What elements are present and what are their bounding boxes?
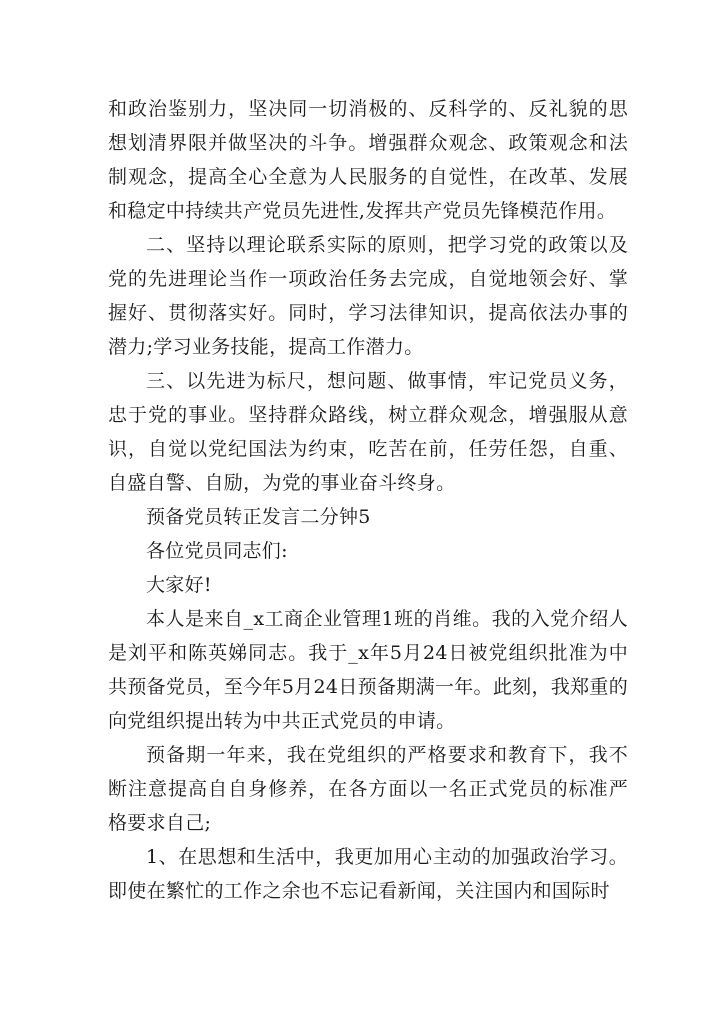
paragraph-1: 和政治鉴别力，坚决同一切消极的、反科学的、反礼貌的思想划清界限并做坚决的斗争。增强群众观念、政策观念和法制观念，提高全心全意为人民服务的自觉性，在改革、发展和稳定中持续共产党员先进性,发挥共产党员先锋模范作用。 <box>108 98 628 222</box>
paragraph-2: 二、坚持以理论联系实际的原则，把学习党的政策以及党的先进理论当作一项政治任务去完成，自觉地领会好、掌握好、贯彻落实好。同时，学习法律知识，提高依法办事的潜力;学习业务技能，提高工作潜力。 <box>108 234 628 358</box>
document-body <box>108 92 628 908</box>
salutation: 各位党员同志们: <box>146 540 288 562</box>
paragraph-3: 三、以先进为标尺，想问题、做事情，牢记党员义务，忠于党的事业。坚持群众路线，树立群众观念，增强服从意识，自觉以党纪国法为约束，吃苦在前，任劳任怨，自重、自盛自警、自励，为党的事业奋斗终身。 <box>108 370 628 494</box>
paragraph-point-1: 1、在思想和生活中，我更加用心主动的加强政治学习。即使在繁忙的工作之余也不忘记看新闻，关注国内和国际时 <box>108 846 628 902</box>
paragraph-introduction: 本人是来自_x工商企业管理1班的肖维。我的入党介绍人是刘平和陈英娣同志。我于_x年5月24日被党组织批准为中共预备党员，至今年5月24日预备期满一年。此刻，我郑重的向党组织提出转为中共正式党员的申请。 <box>108 608 628 732</box>
greeting: 大家好! <box>146 574 212 596</box>
speech-title: 预备党员转正发言二分钟5 <box>146 506 371 528</box>
paragraph-probation: 预备期一年来，我在党组织的严格要求和教育下，我不断注意提高自自身修养，在各方面以一名正式党员的标准严格要求自己; <box>108 744 628 834</box>
